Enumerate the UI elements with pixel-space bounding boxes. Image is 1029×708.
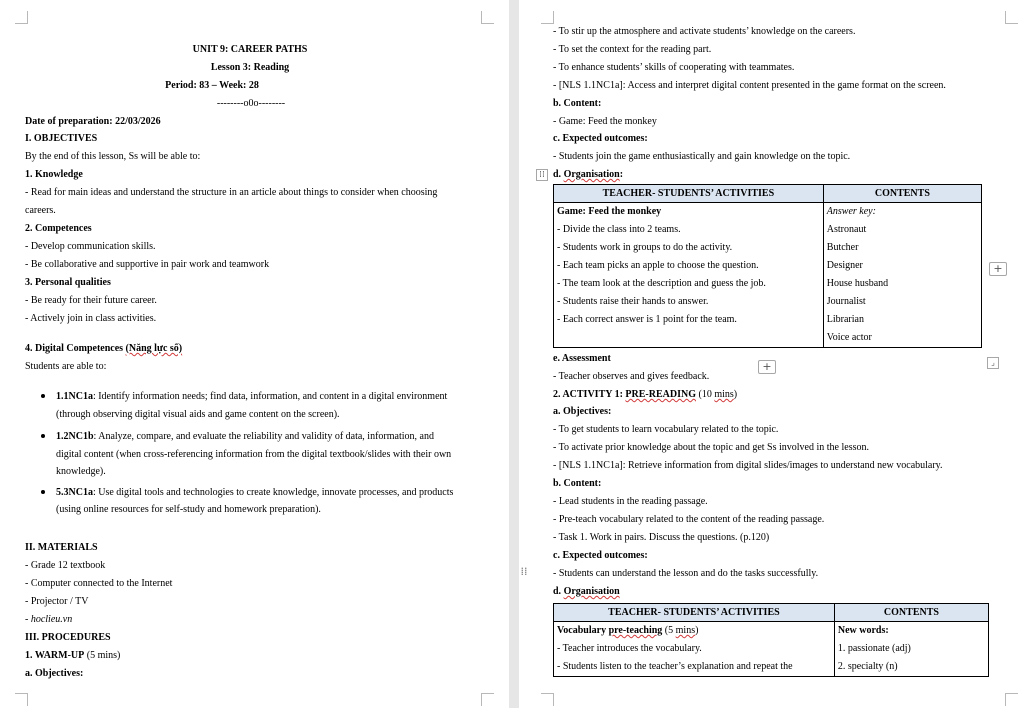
add-row-plus-icon[interactable]: + <box>758 360 776 374</box>
activity-line: - The team look at the description and guess the job. <box>557 278 766 289</box>
section-heading-materials: II. MATERIALS <box>25 542 98 553</box>
answer-key-label: Answer key: <box>826 206 876 217</box>
subheading-content: b. Content: <box>553 478 602 489</box>
new-words-label: New words: <box>837 625 889 636</box>
table-header-activities: TEACHER- STUDENTS’ ACTIVITIES <box>554 185 824 203</box>
contents-cell[interactable] <box>834 622 988 677</box>
paragraph: - To get students to learn vocabulary related to the topic. <box>553 424 779 435</box>
answer-item: House husband <box>826 278 889 289</box>
answer-item: Designer <box>826 260 863 271</box>
paragraph: - Teacher observes and gives feedback. <box>553 371 710 382</box>
word-item: 2. specialty (n) <box>837 661 898 672</box>
answer-item: Voice actor <box>826 332 872 343</box>
spellcheck-word[interactable]: pre-teaching <box>608 625 663 636</box>
spellcheck-word[interactable]: mins <box>675 625 696 636</box>
paragraph: - Read for main ideas and understand the structure in an article about things to consider when choosing <box>25 187 438 198</box>
drag-handle-icon[interactable]: ⁞⁞ <box>520 565 528 578</box>
answer-item: Butcher <box>826 242 859 253</box>
subheading-warmup: 1. WARM-UP (5 mins) <box>25 650 121 661</box>
table-header-contents: CONTENTS <box>834 604 988 622</box>
paragraph: - [NLS 1.1NC1a]: Retrieve information from digital slides/images to understand new vocabulary. <box>553 460 943 471</box>
activity-line: - Teacher introduces the vocabulary. <box>557 643 702 654</box>
word-item: 1. passionate (adj) <box>837 643 911 654</box>
activity-line: - Students raise their hands to answer. <box>557 296 709 307</box>
subheading-activity-1: 2. ACTIVITY 1: PRE-READING (10 mins) <box>553 389 738 400</box>
margin-corner-mark <box>541 693 554 706</box>
subheading-expected-outcomes: c. Expected outcomes: <box>553 133 648 144</box>
activities-cell[interactable] <box>554 203 824 348</box>
margin-corner-mark <box>1005 693 1018 706</box>
paragraph: - To set the context for the reading part. <box>553 44 712 55</box>
subheading-expected-outcomes: c. Expected outcomes: <box>553 550 648 561</box>
bullet-icon <box>41 394 45 398</box>
activities-table-warmup[interactable] <box>553 184 982 348</box>
answer-item: Librarian <box>826 314 864 325</box>
period-line: Period: 83 – Week: 28 <box>165 80 259 91</box>
document-page-right[interactable] <box>519 0 1029 708</box>
paragraph: - To enhance students’ skills of cooperating with teammates. <box>553 62 795 73</box>
spellcheck-word[interactable]: (Năng lực số) <box>125 343 183 354</box>
activity-line: - Divide the class into 2 teams. <box>557 224 681 235</box>
spellcheck-word[interactable]: Organisation <box>563 586 620 597</box>
paragraph: - Be ready for their future career. <box>25 295 157 306</box>
table-header-activities: TEACHER- STUDENTS’ ACTIVITIES <box>554 604 835 622</box>
paragraph: - Pre-teach vocabulary related to the content of the reading passage. <box>553 514 825 525</box>
spellcheck-word[interactable]: PRE-READING <box>625 389 696 400</box>
paragraph: - Projector / TV <box>25 596 89 607</box>
subheading-content: b. Content: <box>553 98 602 109</box>
bullet-icon <box>41 434 45 438</box>
list-item: 1.2NC1b: Analyze, compare, and evaluate the reliability and validity of data, information, and <box>56 431 434 442</box>
paragraph: - Lead students in the reading passage. <box>553 496 708 507</box>
activities-table-prereading[interactable] <box>553 603 989 677</box>
paragraph: - Students join the game enthusiastically and gain knowledge on the topic. <box>553 151 851 162</box>
paragraph: - Game: Feed the monkey <box>553 116 657 127</box>
section-heading-procedures: III. PROCEDURES <box>25 632 111 643</box>
lesson-title: Lesson 3: Reading <box>210 62 290 73</box>
activity-line: - Students listen to the teacher’s explanation and repeat the <box>557 661 793 672</box>
document-page-left[interactable] <box>0 0 509 708</box>
paragraph: By the end of this lesson, Ss will be able to: <box>25 151 201 162</box>
margin-corner-mark <box>481 11 494 24</box>
activity-line: - Students work in groups to do the activity. <box>557 242 733 253</box>
paragraph: - hoclieu.vn <box>25 614 73 625</box>
section-heading-objectives: I. OBJECTIVES <box>25 133 98 144</box>
paragraph: - Students can understand the lesson and do the tasks successfully. <box>553 568 819 579</box>
divider: --------o0o-------- <box>216 98 286 109</box>
bullet-icon <box>41 490 45 494</box>
subheading-competences: 2. Competences <box>25 223 92 234</box>
paragraph: - [NLS 1.1NC1a]: Access and interpret digital content presented in the game format on the screen. <box>553 80 946 91</box>
answer-item: Journalist <box>826 296 866 307</box>
list-item: 1.1NC1a: Identify information needs; find data, information, and content in a digital environment <box>56 391 448 402</box>
spellcheck-word[interactable]: mins <box>714 389 734 400</box>
paragraph: - Actively join in class activities. <box>25 313 157 324</box>
paragraph: - Computer connected to the Internet <box>25 578 173 589</box>
subheading-digital-competences <box>25 342 182 355</box>
spellcheck-word[interactable]: Organisation <box>563 169 620 180</box>
contents-cell[interactable] <box>823 203 981 348</box>
margin-corner-mark <box>541 11 554 24</box>
activity-line: - Each correct answer is 1 point for the team. <box>557 314 737 325</box>
table-resize-handle-icon[interactable]: ⌟ <box>987 357 999 369</box>
list-item-continuation: (using online resources for self-study and homework preparation). <box>56 504 321 515</box>
paragraph: - Task 1. Work in pairs. Discuss the questions. (p.120) <box>553 532 770 543</box>
paragraph: - Be collaborative and supportive in pair work and teamwork <box>25 259 270 270</box>
table-header-contents: CONTENTS <box>823 185 981 203</box>
heading-text: 4. Digital Competences <box>25 343 124 354</box>
paragraph: Students are able to: <box>25 361 107 372</box>
subheading-organisation: d. Organisation <box>553 586 620 597</box>
list-item: 5.3NC1a: Use digital tools and technologies to create knowledge, innovate processes, and products <box>56 487 454 498</box>
paragraph: - Grade 12 textbook <box>25 560 106 571</box>
paragraph: - To stir up the atmosphere and activate students’ knowledge on the careers. <box>553 26 856 37</box>
paragraph: - To activate prior knowledge about the topic and get Ss involved in the lesson. <box>553 442 869 453</box>
subheading-assessment: e. Assessment <box>553 353 611 364</box>
list-item-continuation: (through observing digital visual aids and game content on the screen). <box>56 409 340 420</box>
subheading-personal-qualities: 3. Personal qualities <box>25 277 111 288</box>
subheading-organisation: d. Organisation: <box>553 169 624 180</box>
subheading-objectives: a. Objectives: <box>553 406 612 417</box>
subheading-knowledge: 1. Knowledge <box>25 169 83 180</box>
answer-item: Astronaut <box>826 224 867 235</box>
add-column-plus-icon[interactable]: + <box>989 262 1007 276</box>
date-of-preparation: Date of preparation: 22/03/2026 <box>25 116 161 127</box>
margin-corner-mark <box>15 693 28 706</box>
activities-cell[interactable] <box>554 622 835 677</box>
margin-corner-mark <box>1005 11 1018 24</box>
list-item-continuation: digital content (when cross-referencing information from the digital textbook/slides with their own <box>56 449 452 460</box>
paragraph: - Develop communication skills. <box>25 241 156 252</box>
table-move-handle-icon[interactable]: ⁞⁞ <box>536 169 548 181</box>
activity-line: - Each team picks an apple to choose the question. <box>557 260 759 271</box>
margin-corner-mark <box>481 693 494 706</box>
subheading-objectives: a. Objectives: <box>25 668 84 679</box>
list-item-continuation: knowledge). <box>56 466 106 477</box>
vocab-title: Vocabulary pre-teaching (5 mins) <box>557 625 699 636</box>
unit-title: UNIT 9: CAREER PATHS <box>192 44 308 55</box>
margin-corner-mark <box>15 11 28 24</box>
paragraph: careers. <box>25 205 56 216</box>
game-title: Game: Feed the monkey <box>557 206 662 217</box>
